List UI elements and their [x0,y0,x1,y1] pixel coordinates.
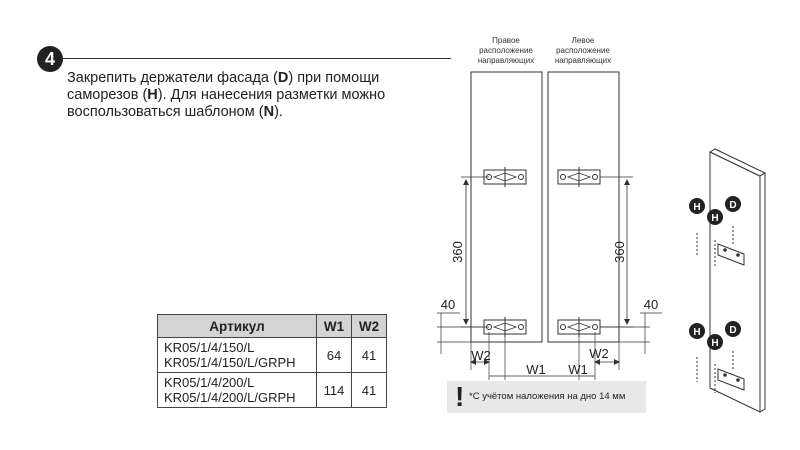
header-w1: W1 [317,315,352,338]
instruction-ref-n: N [263,104,275,120]
right-panel [471,72,542,342]
dimension-label: 40 [440,297,456,312]
w2-cell: 41 [352,373,387,408]
svg-text:H: H [711,338,719,349]
w2-label-left: W2 [471,348,491,363]
left-panel [548,72,619,342]
svg-text:D: D [729,200,737,211]
caption-line: расположение [556,46,610,55]
caption-line: Правое [492,36,520,45]
dimension-label: 40 [643,297,659,312]
dimension-label: 360 [450,241,465,263]
table-row [158,338,387,373]
label-h-lower-2 [707,334,723,350]
w2-cell: 41 [352,338,387,373]
label-h-upper-2 [707,209,723,225]
svg-text:H: H [693,202,701,213]
label-h-upper-1 [689,198,705,214]
right-arrangement-caption [478,36,534,65]
caption-line: Левое [571,36,595,45]
bracket-left-top [558,167,600,187]
label-h-lower-1 [689,323,705,339]
svg-text:H: H [693,327,701,338]
note-box [447,381,646,413]
spec-table [157,314,387,408]
label-d-upper [725,196,741,212]
header-w2: W2 [352,315,387,338]
instruction-part: ). Для нанесения разметки можно воспользоваться шаблоном ( [67,87,386,120]
caption-line: направляющих [477,56,535,65]
caption-line: расположение [479,46,533,55]
article-code: KR05/1/4/200/L/GRPH [164,390,296,405]
w1-cell: 114 [317,373,352,408]
article-cell [158,338,317,373]
w1-label-center: W1 [526,362,546,377]
header-article: Артикул [158,315,317,338]
table-header-row [158,315,387,338]
instruction-part: Закрепить держатели фасада ( [67,70,278,86]
dimension-label: 360 [612,241,627,263]
svg-text:H: H [711,213,719,224]
step-number: 4 [44,48,55,69]
bracket-right-top [484,167,526,187]
w1-label-right: W1 [568,362,588,377]
exclamation-icon: ! [455,381,465,412]
instruction-ref-h: H [147,87,158,103]
instruction-part: ). [274,104,283,120]
article-code: KR05/1/4/150/L/GRPH [164,355,296,370]
table-row [158,373,387,408]
left-arrangement-caption [555,36,611,65]
article-code: KR05/1/4/150/L [164,340,255,355]
instruction-ref-d: D [277,70,289,86]
article-code: KR05/1/4/200/L [164,375,255,390]
svg-text:D: D [729,325,737,336]
caption-line: направляющих [554,56,612,65]
instruction-part: ) при помощи саморезов ( [67,70,380,103]
w2-label-right: W2 [589,346,609,361]
note-text: *С учётом наложения на дно 14 мм [469,391,626,402]
article-cell [158,373,317,408]
isometric-panel [697,149,765,412]
label-d-lower [725,321,741,337]
w1-cell: 64 [317,338,352,373]
